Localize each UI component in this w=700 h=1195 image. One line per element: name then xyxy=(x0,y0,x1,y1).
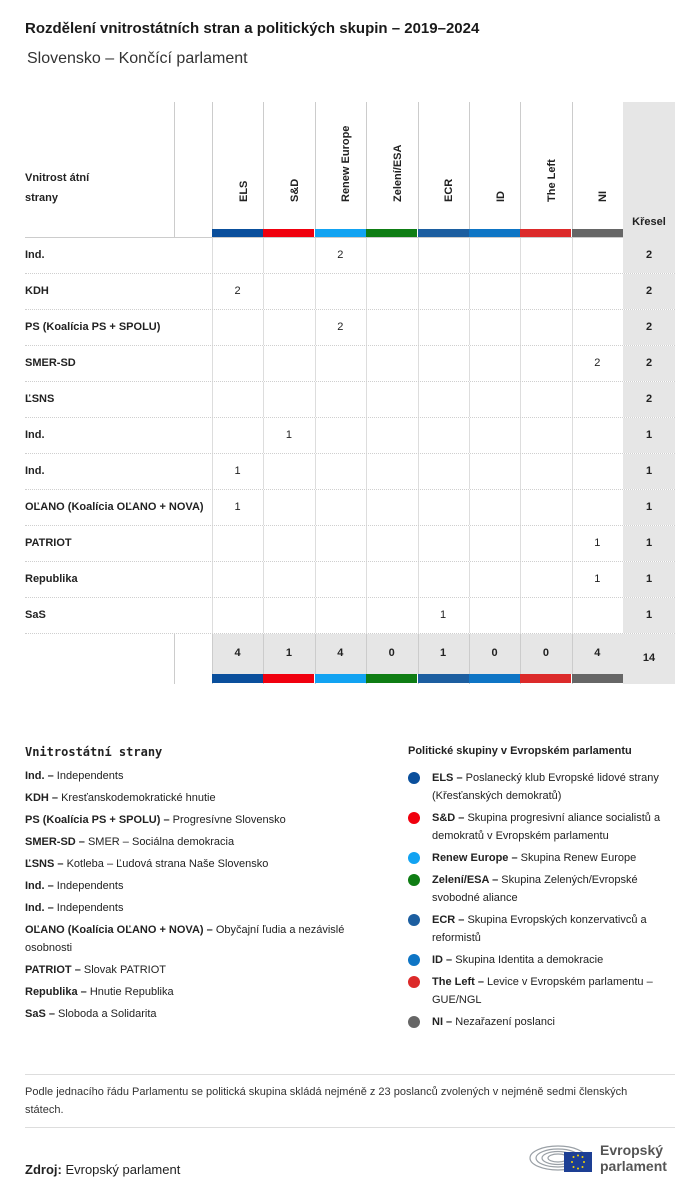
legend-abbr: ECR – xyxy=(432,914,465,926)
group-total: 4 xyxy=(594,647,601,659)
row-seat-total: 2 xyxy=(623,238,675,273)
column-divider xyxy=(366,346,367,381)
column-divider xyxy=(418,102,419,230)
column-divider xyxy=(315,526,316,561)
column-divider xyxy=(366,310,367,345)
legend-abbr: Ind. – xyxy=(25,770,54,782)
legend-name: Skupina Zelených/Evropské svobodné aliance xyxy=(432,874,638,904)
column-divider xyxy=(366,418,367,453)
group-total: 0 xyxy=(491,647,498,659)
seat-cell: 2 xyxy=(594,357,601,369)
column-divider xyxy=(469,418,470,453)
column-divider xyxy=(366,102,367,230)
column-divider xyxy=(418,310,419,345)
table-row xyxy=(25,418,675,454)
group-column-header xyxy=(572,102,623,230)
column-divider xyxy=(469,526,470,561)
legend-abbr: Ind. – xyxy=(25,880,54,892)
group-label: NI xyxy=(597,191,610,202)
legend-abbr: ĽSNS – xyxy=(25,858,64,870)
column-divider xyxy=(315,346,316,381)
column-divider xyxy=(263,382,264,417)
column-divider xyxy=(572,382,573,417)
column-divider xyxy=(469,238,470,273)
table-row xyxy=(25,562,675,598)
table-row xyxy=(25,526,675,562)
column-divider xyxy=(520,346,521,381)
column-divider xyxy=(315,562,316,597)
column-divider xyxy=(212,562,213,597)
column-divider xyxy=(174,634,175,684)
legend-item xyxy=(25,789,385,807)
legend-abbr: SaS – xyxy=(25,1008,55,1020)
legend-item xyxy=(25,767,385,785)
legend-name: Hnutie Republika xyxy=(89,986,174,998)
column-divider xyxy=(366,490,367,525)
source-label: Zdroj: xyxy=(25,1162,62,1177)
column-divider xyxy=(366,454,367,489)
national-parties-legend-title: Vnitrostátní strany xyxy=(25,745,163,759)
seats-column-header xyxy=(623,102,675,238)
column-divider xyxy=(263,598,264,633)
group-label: Zelení/ESA xyxy=(391,144,404,202)
color-dot-icon xyxy=(408,852,420,864)
group-label: S&D xyxy=(288,178,301,202)
legend-name: Poslanecký klub Evropské lidové strany (Křesťanských demokratů) xyxy=(432,772,659,802)
column-divider xyxy=(520,102,521,230)
parliament-hemicycle-icon xyxy=(528,1138,594,1176)
party-name: Republika xyxy=(25,573,78,585)
group-label: The Left xyxy=(545,159,558,202)
legend-item xyxy=(25,899,385,917)
column-divider xyxy=(212,346,213,381)
column-divider xyxy=(469,274,470,309)
legend-abbr: Republika – xyxy=(25,986,87,998)
table-row xyxy=(25,310,675,346)
column-divider xyxy=(366,598,367,633)
column-divider xyxy=(469,310,470,345)
group-column-header xyxy=(418,102,469,230)
european-parliament-logo xyxy=(528,1138,678,1178)
column-divider xyxy=(520,418,521,453)
row-seat-total: 2 xyxy=(623,382,675,417)
column-divider xyxy=(315,102,316,230)
political-groups-legend xyxy=(408,745,678,1035)
column-divider xyxy=(418,454,419,489)
seat-cell: 1 xyxy=(234,501,241,513)
legend-abbr: NI – xyxy=(432,1016,453,1028)
legend-name: Progresívne Slovensko xyxy=(172,814,286,826)
table-body xyxy=(25,238,675,634)
color-dot-icon xyxy=(408,914,420,926)
column-divider xyxy=(212,598,213,633)
row-seat-total: 2 xyxy=(623,310,675,345)
column-divider xyxy=(366,562,367,597)
column-divider xyxy=(418,382,419,417)
seat-cell: 1 xyxy=(440,609,447,621)
column-divider xyxy=(212,382,213,417)
legend-abbr: SMER-SD – xyxy=(25,836,85,848)
group-total: 4 xyxy=(337,647,344,659)
legend-item xyxy=(408,973,678,1009)
column-divider xyxy=(212,418,213,453)
group-column-header xyxy=(315,102,366,230)
column-divider xyxy=(263,102,264,230)
column-divider xyxy=(263,310,264,345)
page-title: Rozdělení vnitrostátních stran a politických skupin – 2019–2024 xyxy=(25,20,480,37)
legend-abbr: OĽANO (Koalícia OĽANO + NOVA) – xyxy=(25,924,213,936)
column-divider xyxy=(520,454,521,489)
legend-name: Skupina Identita a demokracie xyxy=(455,954,604,966)
row-seat-total: 1 xyxy=(623,490,675,525)
column-divider xyxy=(263,562,264,597)
column-divider xyxy=(572,238,573,273)
group-color-bar xyxy=(520,674,571,683)
logo-line2: parlament xyxy=(600,1158,667,1174)
party-name: ĽSNS xyxy=(25,393,55,405)
group-total: 0 xyxy=(542,647,549,659)
party-name: PS (Koalícia PS + SPOLU) xyxy=(25,321,161,333)
group-total: 1 xyxy=(440,647,447,659)
seat-cell: 1 xyxy=(594,573,601,585)
legend-name: Skupina Evropských konzervativců a reformistů xyxy=(432,914,647,944)
legend-item xyxy=(25,983,385,1001)
legend-item xyxy=(408,809,678,845)
legend-name: Obyčajní ľudia a nezávislé osobnosti xyxy=(25,924,345,954)
source-line xyxy=(25,1162,180,1177)
divider xyxy=(25,1074,675,1075)
divider xyxy=(25,1127,675,1128)
row-seat-total: 2 xyxy=(623,346,675,381)
column-divider xyxy=(366,238,367,273)
legend-name: Kotleba – Ľudová strana Naše Slovensko xyxy=(66,858,269,870)
column-divider xyxy=(263,274,264,309)
seat-cell: 1 xyxy=(285,429,292,441)
column-divider xyxy=(520,382,521,417)
legend-abbr: The Left – xyxy=(432,976,484,988)
source-text: Evropský parlament xyxy=(65,1162,181,1177)
group-color-bar xyxy=(572,674,623,683)
party-name: Ind. xyxy=(25,465,45,477)
party-name: OĽANO (Koalícia OĽANO + NOVA) xyxy=(25,501,204,513)
table-row xyxy=(25,238,675,274)
column-divider xyxy=(315,418,316,453)
seat-table xyxy=(25,102,675,684)
column-divider xyxy=(315,454,316,489)
column-divider xyxy=(315,382,316,417)
seat-cell: 1 xyxy=(594,537,601,549)
party-name: PATRIOT xyxy=(25,537,72,549)
legend-name: Kresťanskodemokratické hnutie xyxy=(61,792,216,804)
table-row xyxy=(25,382,675,418)
column-divider xyxy=(469,382,470,417)
page-subtitle: Slovensko – Končící parlament xyxy=(27,50,248,67)
row-seat-total: 2 xyxy=(623,274,675,309)
column-divider xyxy=(520,274,521,309)
column-divider xyxy=(315,598,316,633)
table-row xyxy=(25,490,675,526)
column-divider xyxy=(520,310,521,345)
table-row xyxy=(25,598,675,634)
legend-abbr: ELS – xyxy=(432,772,463,784)
legend-abbr: Zelení/ESA – xyxy=(432,874,499,886)
party-name: KDH xyxy=(25,285,49,297)
legend-name: Independents xyxy=(56,770,124,782)
legend-item xyxy=(408,871,678,907)
seats-header-label: Křesel xyxy=(632,216,666,228)
row-seat-total: 1 xyxy=(623,418,675,453)
column-divider xyxy=(469,490,470,525)
column-divider xyxy=(174,102,175,238)
color-dot-icon xyxy=(408,812,420,824)
column-divider xyxy=(418,562,419,597)
column-divider xyxy=(469,454,470,489)
logo-text xyxy=(600,1142,667,1174)
group-column-header xyxy=(212,102,263,230)
group-color-bar xyxy=(315,674,366,683)
party-name: SaS xyxy=(25,609,46,621)
column-divider xyxy=(520,526,521,561)
column-divider xyxy=(263,238,264,273)
totals-row xyxy=(25,634,675,684)
group-label: ELS xyxy=(237,180,250,202)
party-name: Ind. xyxy=(25,429,45,441)
column-divider xyxy=(520,562,521,597)
column-divider xyxy=(572,102,573,230)
group-color-bar xyxy=(469,674,520,683)
group-label: Renew Europe xyxy=(340,125,353,202)
column-divider xyxy=(572,490,573,525)
legend-item xyxy=(25,833,385,851)
column-divider xyxy=(572,598,573,633)
group-column-header xyxy=(520,102,571,230)
color-dot-icon xyxy=(408,1016,420,1028)
column-divider xyxy=(418,346,419,381)
group-label: ECR xyxy=(443,178,456,202)
column-divider xyxy=(469,346,470,381)
group-column-header xyxy=(263,102,314,230)
legend-item xyxy=(25,811,385,829)
legend-name: Sloboda a Solidarita xyxy=(58,1008,157,1020)
row-seat-total: 1 xyxy=(623,454,675,489)
seat-cell: 2 xyxy=(234,285,241,297)
column-divider xyxy=(572,274,573,309)
seat-cell: 1 xyxy=(234,465,241,477)
column-divider xyxy=(572,418,573,453)
column-divider xyxy=(212,526,213,561)
legend-name: Skupina progresivní aliance socialistů a demokratů v Evropském parlamentu xyxy=(432,812,661,842)
group-color-bar xyxy=(418,674,469,683)
column-divider xyxy=(572,310,573,345)
group-color-bar xyxy=(212,674,263,683)
column-divider xyxy=(469,598,470,633)
column-divider xyxy=(212,310,213,345)
group-total: 0 xyxy=(388,647,395,659)
column-divider xyxy=(366,526,367,561)
column-divider xyxy=(418,238,419,273)
column-divider xyxy=(263,490,264,525)
column-divider xyxy=(418,526,419,561)
group-total: 4 xyxy=(234,647,241,659)
legend-item xyxy=(408,911,678,947)
legend-item xyxy=(408,1013,678,1031)
legend-name: Independents xyxy=(56,902,124,914)
legend-abbr: ID – xyxy=(432,954,453,966)
legend-name: Levice v Evropském parlamentu – GUE/NGL xyxy=(432,976,653,1006)
column-divider xyxy=(263,526,264,561)
row-seat-total: 1 xyxy=(623,598,675,633)
column-divider xyxy=(418,418,419,453)
table-header xyxy=(25,102,675,238)
legend-abbr: Renew Europe – xyxy=(432,852,518,864)
legend-name: Skupina Renew Europe xyxy=(520,852,637,864)
column-divider xyxy=(315,490,316,525)
color-dot-icon xyxy=(408,772,420,784)
table-row xyxy=(25,454,675,490)
legend-abbr: Ind. – xyxy=(25,902,54,914)
group-color-bar xyxy=(366,674,417,683)
row-seat-total: 1 xyxy=(623,526,675,561)
column-divider xyxy=(469,562,470,597)
column-divider xyxy=(520,490,521,525)
party-name: SMER-SD xyxy=(25,357,76,369)
legend-name: Nezařazení poslanci xyxy=(455,1016,555,1028)
logo-line1: Evropský xyxy=(600,1142,664,1158)
group-total: 1 xyxy=(285,647,292,659)
legend-item xyxy=(408,951,678,969)
group-label: ID xyxy=(494,191,507,202)
color-dot-icon xyxy=(408,954,420,966)
column-divider xyxy=(418,490,419,525)
column-divider xyxy=(212,102,213,230)
table-row xyxy=(25,274,675,310)
color-dot-icon xyxy=(408,874,420,886)
seat-cell: 2 xyxy=(337,321,344,333)
group-color-bar xyxy=(263,674,314,683)
column-divider xyxy=(212,238,213,273)
column-divider xyxy=(366,382,367,417)
legend-name: SMER – Sociálna demokracia xyxy=(87,836,235,848)
legend-abbr: PS (Koalícia PS + SPOLU) – xyxy=(25,814,170,826)
group-column-header xyxy=(469,102,520,230)
legend-item xyxy=(25,921,385,957)
legend-abbr: PATRIOT – xyxy=(25,964,81,976)
column-divider xyxy=(315,274,316,309)
party-name: Ind. xyxy=(25,249,45,261)
legend-item xyxy=(25,1005,385,1023)
legend-name: Slovak PATRIOT xyxy=(83,964,166,976)
column-divider xyxy=(520,598,521,633)
table-row xyxy=(25,346,675,382)
grand-total: 14 xyxy=(623,634,675,684)
legend-item xyxy=(25,877,385,895)
legend-abbr: S&D – xyxy=(432,812,465,824)
footnote: Podle jednacího řádu Parlamentu se politická skupina skládá nejméně z 23 poslanců zvolených v nejméně sedmi členských státech. xyxy=(25,1086,628,1116)
legend-item xyxy=(408,849,678,867)
legend-item xyxy=(25,961,385,979)
column-divider xyxy=(469,102,470,230)
group-column-header xyxy=(366,102,417,230)
column-divider xyxy=(520,238,521,273)
column-divider xyxy=(418,274,419,309)
party-column-header: Vnitrost átní strany xyxy=(25,172,90,204)
color-dot-icon xyxy=(408,976,420,988)
legend-item xyxy=(408,769,678,805)
legend-item xyxy=(25,855,385,873)
column-divider xyxy=(263,346,264,381)
seat-cell: 2 xyxy=(337,249,344,261)
national-parties-legend xyxy=(25,745,385,1027)
row-seat-total: 1 xyxy=(623,562,675,597)
legend-abbr: KDH – xyxy=(25,792,59,804)
column-divider xyxy=(366,274,367,309)
column-divider xyxy=(263,454,264,489)
political-groups-legend-title: Politické skupiny v Evropském parlamentu xyxy=(408,745,632,757)
legend-name: Independents xyxy=(56,880,124,892)
column-divider xyxy=(572,454,573,489)
